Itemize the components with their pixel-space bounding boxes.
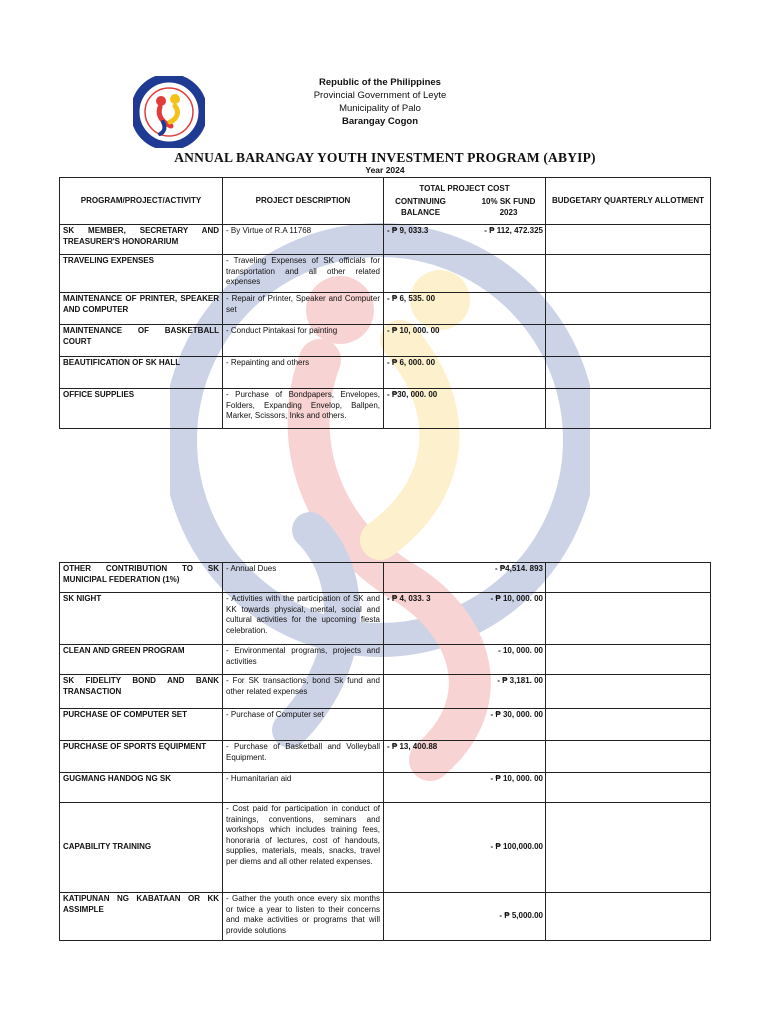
program-cell: OTHER CONTRIBUTION TO SK MUNICIPAL FEDERATION (1%) — [60, 563, 223, 593]
quarterly-allotment-cell — [546, 741, 711, 773]
program-cell: CAPABILITY TRAINING — [60, 803, 223, 893]
quarterly-allotment-cell — [546, 593, 711, 645]
total-cost-cell — [384, 645, 546, 675]
quarterly-allotment-cell — [546, 803, 711, 893]
sk-fund-label: 10% SK FUND 2023 — [481, 197, 536, 217]
total-cost-cell — [384, 803, 546, 893]
quarterly-allotment-cell — [546, 709, 711, 741]
total-cost-cell — [384, 357, 546, 389]
table1-body — [60, 225, 711, 429]
program-cell: MAINTENANCE OF BASKETBALL COURT — [60, 325, 223, 357]
continuing-balance-value: - ₱ 4, 033. 3 — [387, 594, 431, 603]
continuing-balance-value: - ₱ 6, 535. 00 — [387, 294, 436, 303]
table-row — [60, 563, 711, 593]
quarterly-allotment-cell — [546, 325, 711, 357]
description-cell: - Gather the youth once every six months or twice a year to listen to their concerns and make activities or programs that will provide solutions — [223, 893, 384, 941]
sk-fund-value: - ₱4,514. 893 — [494, 564, 543, 573]
total-cost-cell — [384, 893, 546, 941]
total-cost-cell — [384, 389, 546, 429]
sk-fund-value: - ₱ 10, 000. 00 — [490, 774, 543, 783]
total-cost-cell — [384, 225, 546, 255]
continuing-balance-value: - ₱ 6, 000. 00 — [387, 358, 436, 367]
description-cell: - Repair of Printer, Speaker and Computer set — [223, 293, 384, 325]
table-row — [60, 645, 711, 675]
total-cost-cell — [384, 593, 546, 645]
description-cell: - Traveling Expenses of SK officials for transportation and all other related expenses — [223, 255, 384, 293]
sk-fund-value: - ₱ 5,000.00 — [499, 911, 543, 921]
continuing-balance-label: CONTINUING BALANCE — [395, 197, 446, 217]
table-row — [60, 255, 711, 293]
table-row — [60, 389, 711, 429]
description-cell: - Purchase of Basketball and Volleyball Equipment. — [223, 741, 384, 773]
continuing-balance-value: - ₱ 9, 033.3 — [387, 226, 429, 235]
program-cell: SK FIDELITY BOND AND BANK TRANSACTION — [60, 675, 223, 709]
description-cell: - Activities with the participation of SK and KK towards physical, mental, social and cultural activities for the upcoming fiesta celebration. — [223, 593, 384, 645]
sk-fund-value: - ₱ 100,000.00 — [490, 842, 543, 852]
header-republic: Republic of the Philippines — [319, 77, 441, 88]
quarterly-allotment-cell — [546, 225, 711, 255]
header-municipality: Municipality of Palo — [339, 103, 421, 114]
header-barangay: Barangay Cogon — [341, 116, 418, 127]
program-cell: PURCHASE OF SPORTS EQUIPMENT — [60, 741, 223, 773]
continuing-balance-value: - ₱ 10, 000. 00 — [387, 326, 440, 335]
table-row — [60, 741, 711, 773]
program-cell: GUGMANG HANDOG NG SK — [60, 773, 223, 803]
abyip-table-page2 — [59, 562, 711, 941]
program-cell: SK NIGHT — [60, 593, 223, 645]
table-row — [60, 325, 711, 357]
sangguniang-kabataan-seal-icon — [133, 76, 205, 148]
description-cell: - Conduct Pintakasi for painting — [223, 325, 384, 357]
program-cell: TRAVELING EXPENSES — [60, 255, 223, 293]
quarterly-allotment-cell — [546, 357, 711, 389]
continuing-balance-value: - ₱30, 000. 00 — [387, 390, 438, 399]
program-cell: PURCHASE OF COMPUTER SET — [60, 709, 223, 741]
continuing-balance-value: - ₱ 13, 400.88 — [387, 742, 438, 751]
quarterly-allotment-cell — [546, 675, 711, 709]
description-cell: - For SK transactions, bond Sk fund and other related expenses — [223, 675, 384, 709]
quarterly-allotment-cell — [546, 255, 711, 293]
total-cost-cell — [384, 325, 546, 357]
program-cell: CLEAN AND GREEN PROGRAM — [60, 645, 223, 675]
table-row — [60, 709, 711, 741]
description-cell: - Humanitarian aid — [223, 773, 384, 803]
abyip-table-page1 — [59, 177, 711, 429]
total-cost-cell — [384, 563, 546, 593]
description-cell: - Cost paid for participation in conduct of trainings, conventions, seminars and workshops which includes training fees, honoraria of lectures, cost of handouts, supplies, materials, meals, snacks, travel per diems and all other related expenses. — [223, 803, 384, 893]
table-row — [60, 773, 711, 803]
sk-fund-value: - ₱ 30, 000. 00 — [490, 710, 543, 719]
table-row — [60, 593, 711, 645]
document-header — [220, 76, 540, 128]
column-header-program: PROGRAM/PROJECT/ACTIVITY — [60, 178, 223, 225]
program-cell: KATIPUNAN NG KABATAAN OR KK ASSIMPLE — [60, 893, 223, 941]
quarterly-allotment-cell — [546, 893, 711, 941]
sk-fund-value: - 10, 000. 00 — [498, 646, 543, 655]
total-cost-cell — [384, 709, 546, 741]
table-row — [60, 893, 711, 941]
program-cell: OFFICE SUPPLIES — [60, 389, 223, 429]
header-province: Provincial Government of Leyte — [313, 90, 447, 101]
table-row — [60, 803, 711, 893]
table2-body — [60, 563, 711, 941]
total-cost-cell — [384, 741, 546, 773]
description-cell: - Annual Dues — [223, 563, 384, 593]
sk-fund-value: - ₱ 10, 000. 00 — [490, 594, 543, 603]
program-cell: BEAUTIFICATION OF SK HALL — [60, 357, 223, 389]
description-cell: - Environmental programs, projects and activities — [223, 645, 384, 675]
column-header-description: PROJECT DESCRIPTION — [223, 178, 384, 225]
description-cell: - Purchase of Computer set — [223, 709, 384, 741]
quarterly-allotment-cell — [546, 645, 711, 675]
table-row — [60, 357, 711, 389]
total-cost-cell — [384, 293, 546, 325]
program-cell: MAINTENANCE OF PRINTER, SPEAKER AND COMPUTER — [60, 293, 223, 325]
program-cell: SK MEMBER, SECRETARY AND TREASURER'S HONORARIUM — [60, 225, 223, 255]
quarterly-allotment-cell — [546, 563, 711, 593]
document-year: Year 2024 — [365, 165, 405, 175]
table-row — [60, 225, 711, 255]
total-cost-cell — [384, 773, 546, 803]
quarterly-allotment-cell — [546, 773, 711, 803]
table-row — [60, 675, 711, 709]
description-cell: - Purchase of Bondpapers, Envelopes, Folders, Expanding Envelop, Ballpen, Marker, Scissors, Inks and others. — [223, 389, 384, 429]
description-cell: - Repainting and others — [223, 357, 384, 389]
total-cost-cell — [384, 255, 546, 293]
total-cost-cell — [384, 675, 546, 709]
total-cost-label: TOTAL PROJECT COST — [419, 183, 510, 193]
table-row — [60, 293, 711, 325]
description-cell: - By Virtue of R.A 11768 — [223, 225, 384, 255]
sk-fund-value: - ₱ 3,181. 00 — [497, 676, 543, 685]
quarterly-allotment-cell — [546, 389, 711, 429]
sk-fund-value: - ₱ 112, 472.325 — [484, 226, 543, 235]
document-title: ANNUAL BARANGAY YOUTH INVESTMENT PROGRAM (ABYIP) — [174, 150, 596, 165]
column-header-total-cost — [384, 178, 546, 225]
quarterly-allotment-cell — [546, 293, 711, 325]
column-header-quarterly: BUDGETARY QUARTERLY ALLOTMENT — [546, 178, 711, 225]
